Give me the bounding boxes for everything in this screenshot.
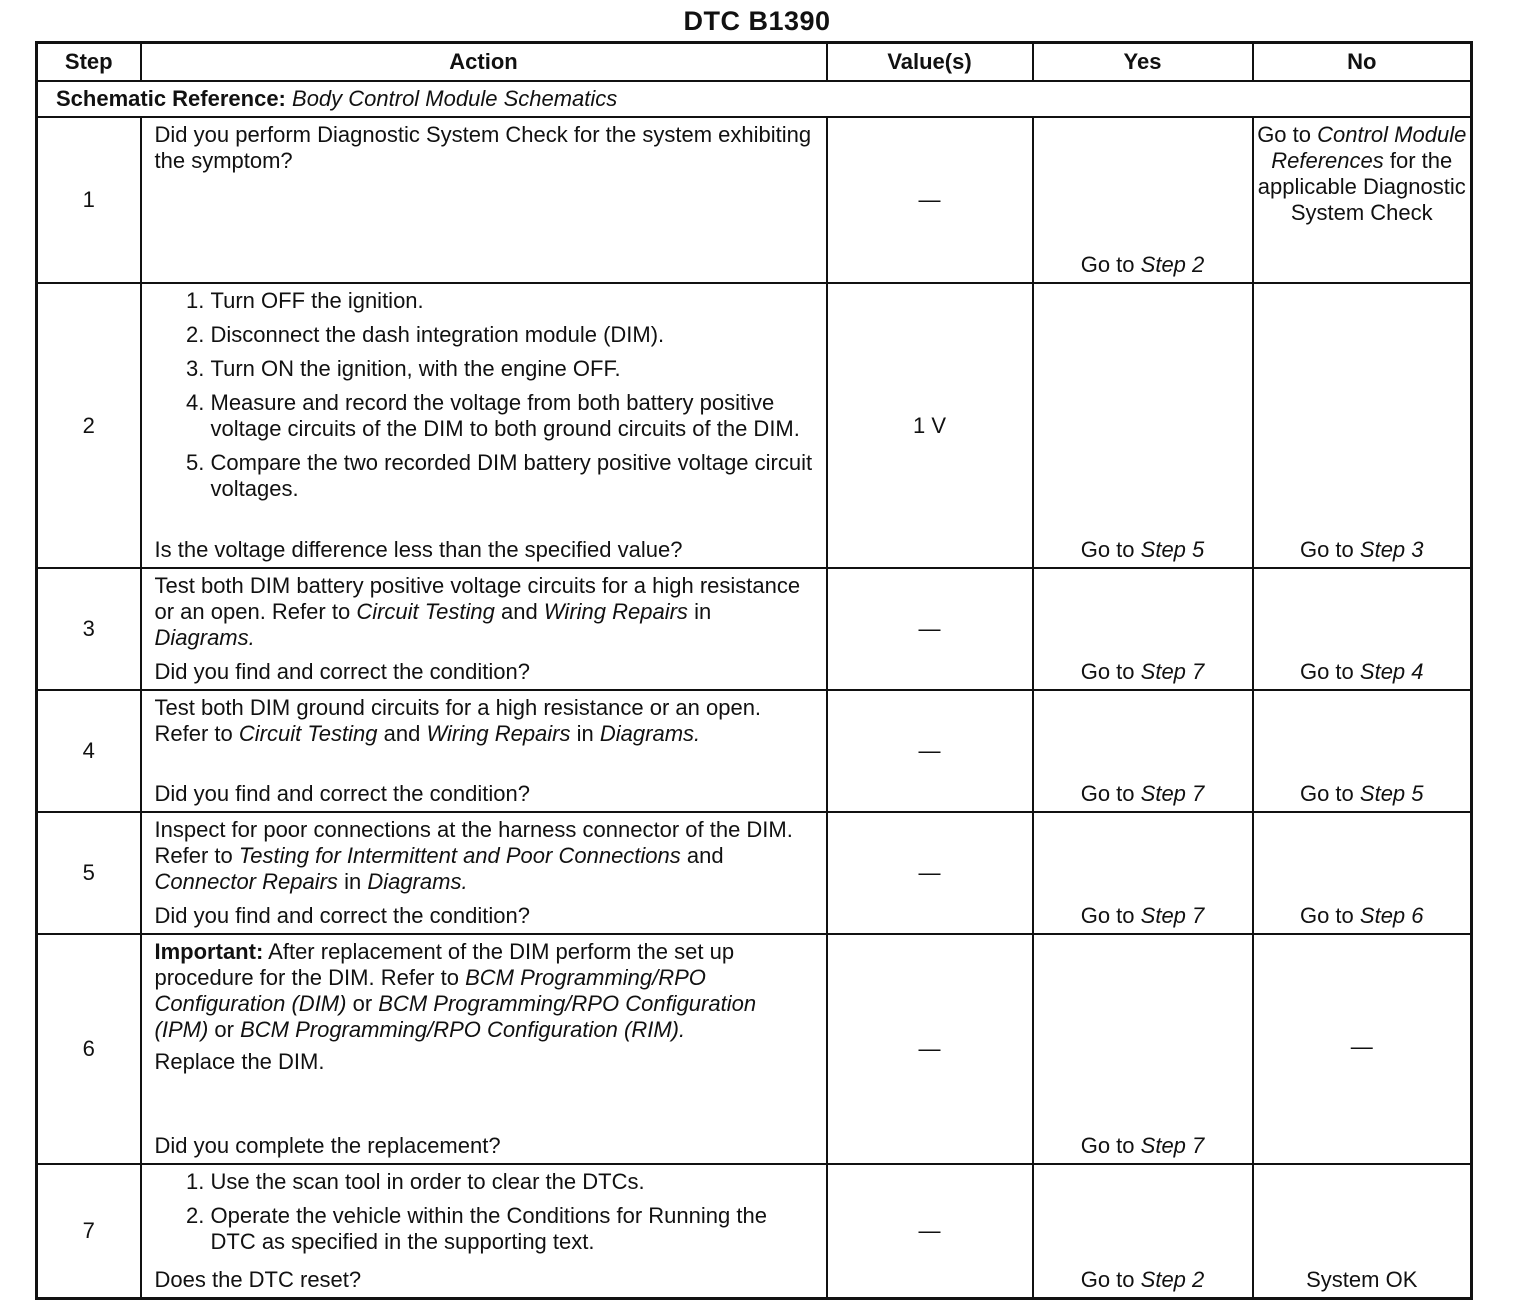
step-action xyxy=(141,934,827,1164)
step-number: 2 xyxy=(37,283,141,568)
goto-text: Go to xyxy=(1080,1267,1135,1292)
step-action xyxy=(141,1164,827,1299)
goto-text: Go to xyxy=(1080,781,1135,806)
yes-step-link: Step 7 xyxy=(1140,781,1205,806)
list-item: 1. Turn OFF the ignition. xyxy=(211,288,816,314)
step-number: 1 xyxy=(37,117,141,283)
step-action xyxy=(141,812,827,934)
list-item: 2. Disconnect the dash integration module (DIM). xyxy=(211,322,816,348)
action-question: Did you find and correct the condition? xyxy=(154,903,530,928)
no-reference-link: Control Module References xyxy=(1271,122,1467,173)
table-row xyxy=(37,934,1472,1164)
action-text xyxy=(155,695,816,747)
diagnostic-table xyxy=(35,41,1473,1300)
goto-text: Go to xyxy=(1299,903,1354,928)
schematic-ref: Body Control Module Schematics xyxy=(292,86,618,111)
yes-cell xyxy=(1033,1164,1253,1299)
header-values: Value(s) xyxy=(827,43,1033,82)
header-row xyxy=(37,43,1472,82)
step-number: 3 xyxy=(37,568,141,690)
text-run: in xyxy=(694,599,712,624)
list-item: 3. Turn ON the ignition, with the engine OFF. xyxy=(211,356,816,382)
step-value: — xyxy=(827,1164,1033,1299)
no-suffix: for the applicable Diagnostic System Check xyxy=(1257,148,1466,225)
step-number: 6 xyxy=(37,934,141,1164)
table-row xyxy=(37,117,1472,283)
table-row xyxy=(37,690,1472,812)
list-item: 1. Use the scan tool in order to clear the DTCs. xyxy=(211,1169,816,1195)
goto-text: Go to xyxy=(1299,781,1354,806)
table-row xyxy=(37,1164,1472,1299)
step-value: — xyxy=(827,568,1033,690)
no-cell: — xyxy=(1253,934,1472,1164)
action-question: Did you find and correct the condition? xyxy=(154,781,530,806)
text-run: After replacement of the DIM perform the set up procedure for the DIM. Refer to xyxy=(154,939,735,990)
text-run: in xyxy=(576,721,594,746)
no-step-link: Step 3 xyxy=(1359,537,1424,562)
reference-link: BCM Programming/RPO Configuration (DIM) xyxy=(154,965,706,1016)
goto-text: Go to xyxy=(1080,1133,1135,1158)
reference-link: Connector Repairs xyxy=(154,869,338,894)
no-step-link: Step 6 xyxy=(1359,903,1424,928)
yes-step-link: Step 2 xyxy=(1140,252,1205,277)
step-value: 1 V xyxy=(827,283,1033,568)
header-step: Step xyxy=(37,43,141,82)
table-row xyxy=(37,568,1472,690)
header-action: Action xyxy=(141,43,827,82)
step-action xyxy=(141,283,827,568)
schematic-reference-row xyxy=(37,81,1472,117)
no-prefix: Go to xyxy=(1257,122,1311,147)
goto-text: Go to xyxy=(1080,903,1135,928)
header-yes: Yes xyxy=(1033,43,1253,82)
step-value: — xyxy=(827,117,1033,283)
no-cell xyxy=(1253,568,1472,690)
action-question: Did you complete the replacement? xyxy=(154,1133,501,1158)
action-instruction: Replace the DIM. xyxy=(154,1049,325,1074)
yes-step-link: Step 7 xyxy=(1140,903,1205,928)
schematic-label: Schematic Reference: xyxy=(56,86,286,111)
yes-cell xyxy=(1033,117,1253,283)
important-label: Important: xyxy=(154,939,264,964)
text-run: and xyxy=(383,721,421,746)
yes-step-link: Step 7 xyxy=(1140,1133,1205,1158)
goto-text: Go to xyxy=(1299,659,1354,684)
reference-link: BCM Programming/RPO Configuration (RIM). xyxy=(240,1017,686,1042)
step-action xyxy=(141,117,827,283)
no-step-link: Step 4 xyxy=(1359,659,1424,684)
yes-cell xyxy=(1033,934,1253,1164)
no-cell xyxy=(1253,690,1472,812)
action-question: Did you perform Diagnostic System Check for the system exhibiting the symptom? xyxy=(154,122,812,173)
reference-link: Circuit Testing xyxy=(356,599,495,624)
action-text xyxy=(155,939,816,1043)
step-action xyxy=(141,690,827,812)
goto-text: Go to xyxy=(1080,537,1135,562)
yes-cell xyxy=(1033,568,1253,690)
yes-cell xyxy=(1033,812,1253,934)
text-run: Inspect for poor connections at the harness connector of the DIM. Refer to xyxy=(154,817,793,868)
goto-text: Go to xyxy=(1080,252,1135,277)
schematic-reference xyxy=(37,81,1472,117)
text-run: and xyxy=(686,843,724,868)
action-question: Is the voltage difference less than the specified value? xyxy=(154,537,683,562)
step-value: — xyxy=(827,812,1033,934)
yes-step-link: Step 7 xyxy=(1140,659,1205,684)
goto-text: Go to xyxy=(1299,537,1354,562)
action-list xyxy=(155,288,816,510)
reference-link: Diagrams. xyxy=(367,869,468,894)
no-step-link: Step 5 xyxy=(1359,781,1424,806)
step-number: 5 xyxy=(37,812,141,934)
step-number: 7 xyxy=(37,1164,141,1299)
yes-cell xyxy=(1033,690,1253,812)
action-text xyxy=(155,573,816,651)
reference-link: Circuit Testing xyxy=(238,721,378,746)
no-cell xyxy=(1253,117,1472,283)
list-item: 4. Measure and record the voltage from both battery positive voltage circuits of the DIM to both ground circuits of the DIM. xyxy=(211,390,816,442)
text-run: or xyxy=(352,991,373,1016)
reference-link: BCM Programming/RPO Configuration (IPM) xyxy=(154,991,757,1042)
yes-step-link: Step 5 xyxy=(1140,537,1205,562)
yes-cell xyxy=(1033,283,1253,568)
header-no: No xyxy=(1253,43,1472,82)
no-cell xyxy=(1253,283,1472,568)
no-cell xyxy=(1253,812,1472,934)
page-title: DTC B1390 xyxy=(683,6,831,36)
step-value: — xyxy=(827,934,1033,1164)
reference-link: Wiring Repairs xyxy=(543,599,688,624)
step-action xyxy=(141,568,827,690)
no-cell: System OK xyxy=(1253,1164,1472,1299)
step-value: — xyxy=(827,690,1033,812)
text-run: in xyxy=(344,869,362,894)
list-item: 2. Operate the vehicle within the Conditions for Running the DTC as specified in the supporting text. xyxy=(211,1203,816,1255)
table-row xyxy=(37,812,1472,934)
list-item: 5. Compare the two recorded DIM battery positive voltage circuit voltages. xyxy=(211,450,816,502)
step-number: 4 xyxy=(37,690,141,812)
action-text xyxy=(155,817,816,895)
goto-text: Go to xyxy=(1080,659,1135,684)
action-question: Does the DTC reset? xyxy=(154,1267,362,1292)
yes-step-link: Step 2 xyxy=(1140,1267,1205,1292)
text-run: and xyxy=(501,599,538,624)
reference-link: Testing for Intermittent and Poor Connections xyxy=(238,843,681,868)
action-list xyxy=(155,1169,816,1263)
text-run: or xyxy=(214,1017,234,1042)
table-row xyxy=(37,283,1472,568)
text-run: Test both DIM battery positive voltage circuits for a high resistance or an open. Refer to xyxy=(154,573,801,624)
text-run: Test both DIM ground circuits for a high resistance or an open. Refer to xyxy=(154,695,762,746)
action-question: Did you find and correct the condition? xyxy=(154,659,530,684)
reference-link: Diagrams. xyxy=(599,721,701,746)
reference-link: Diagrams. xyxy=(154,625,255,650)
reference-link: Wiring Repairs xyxy=(426,721,571,746)
